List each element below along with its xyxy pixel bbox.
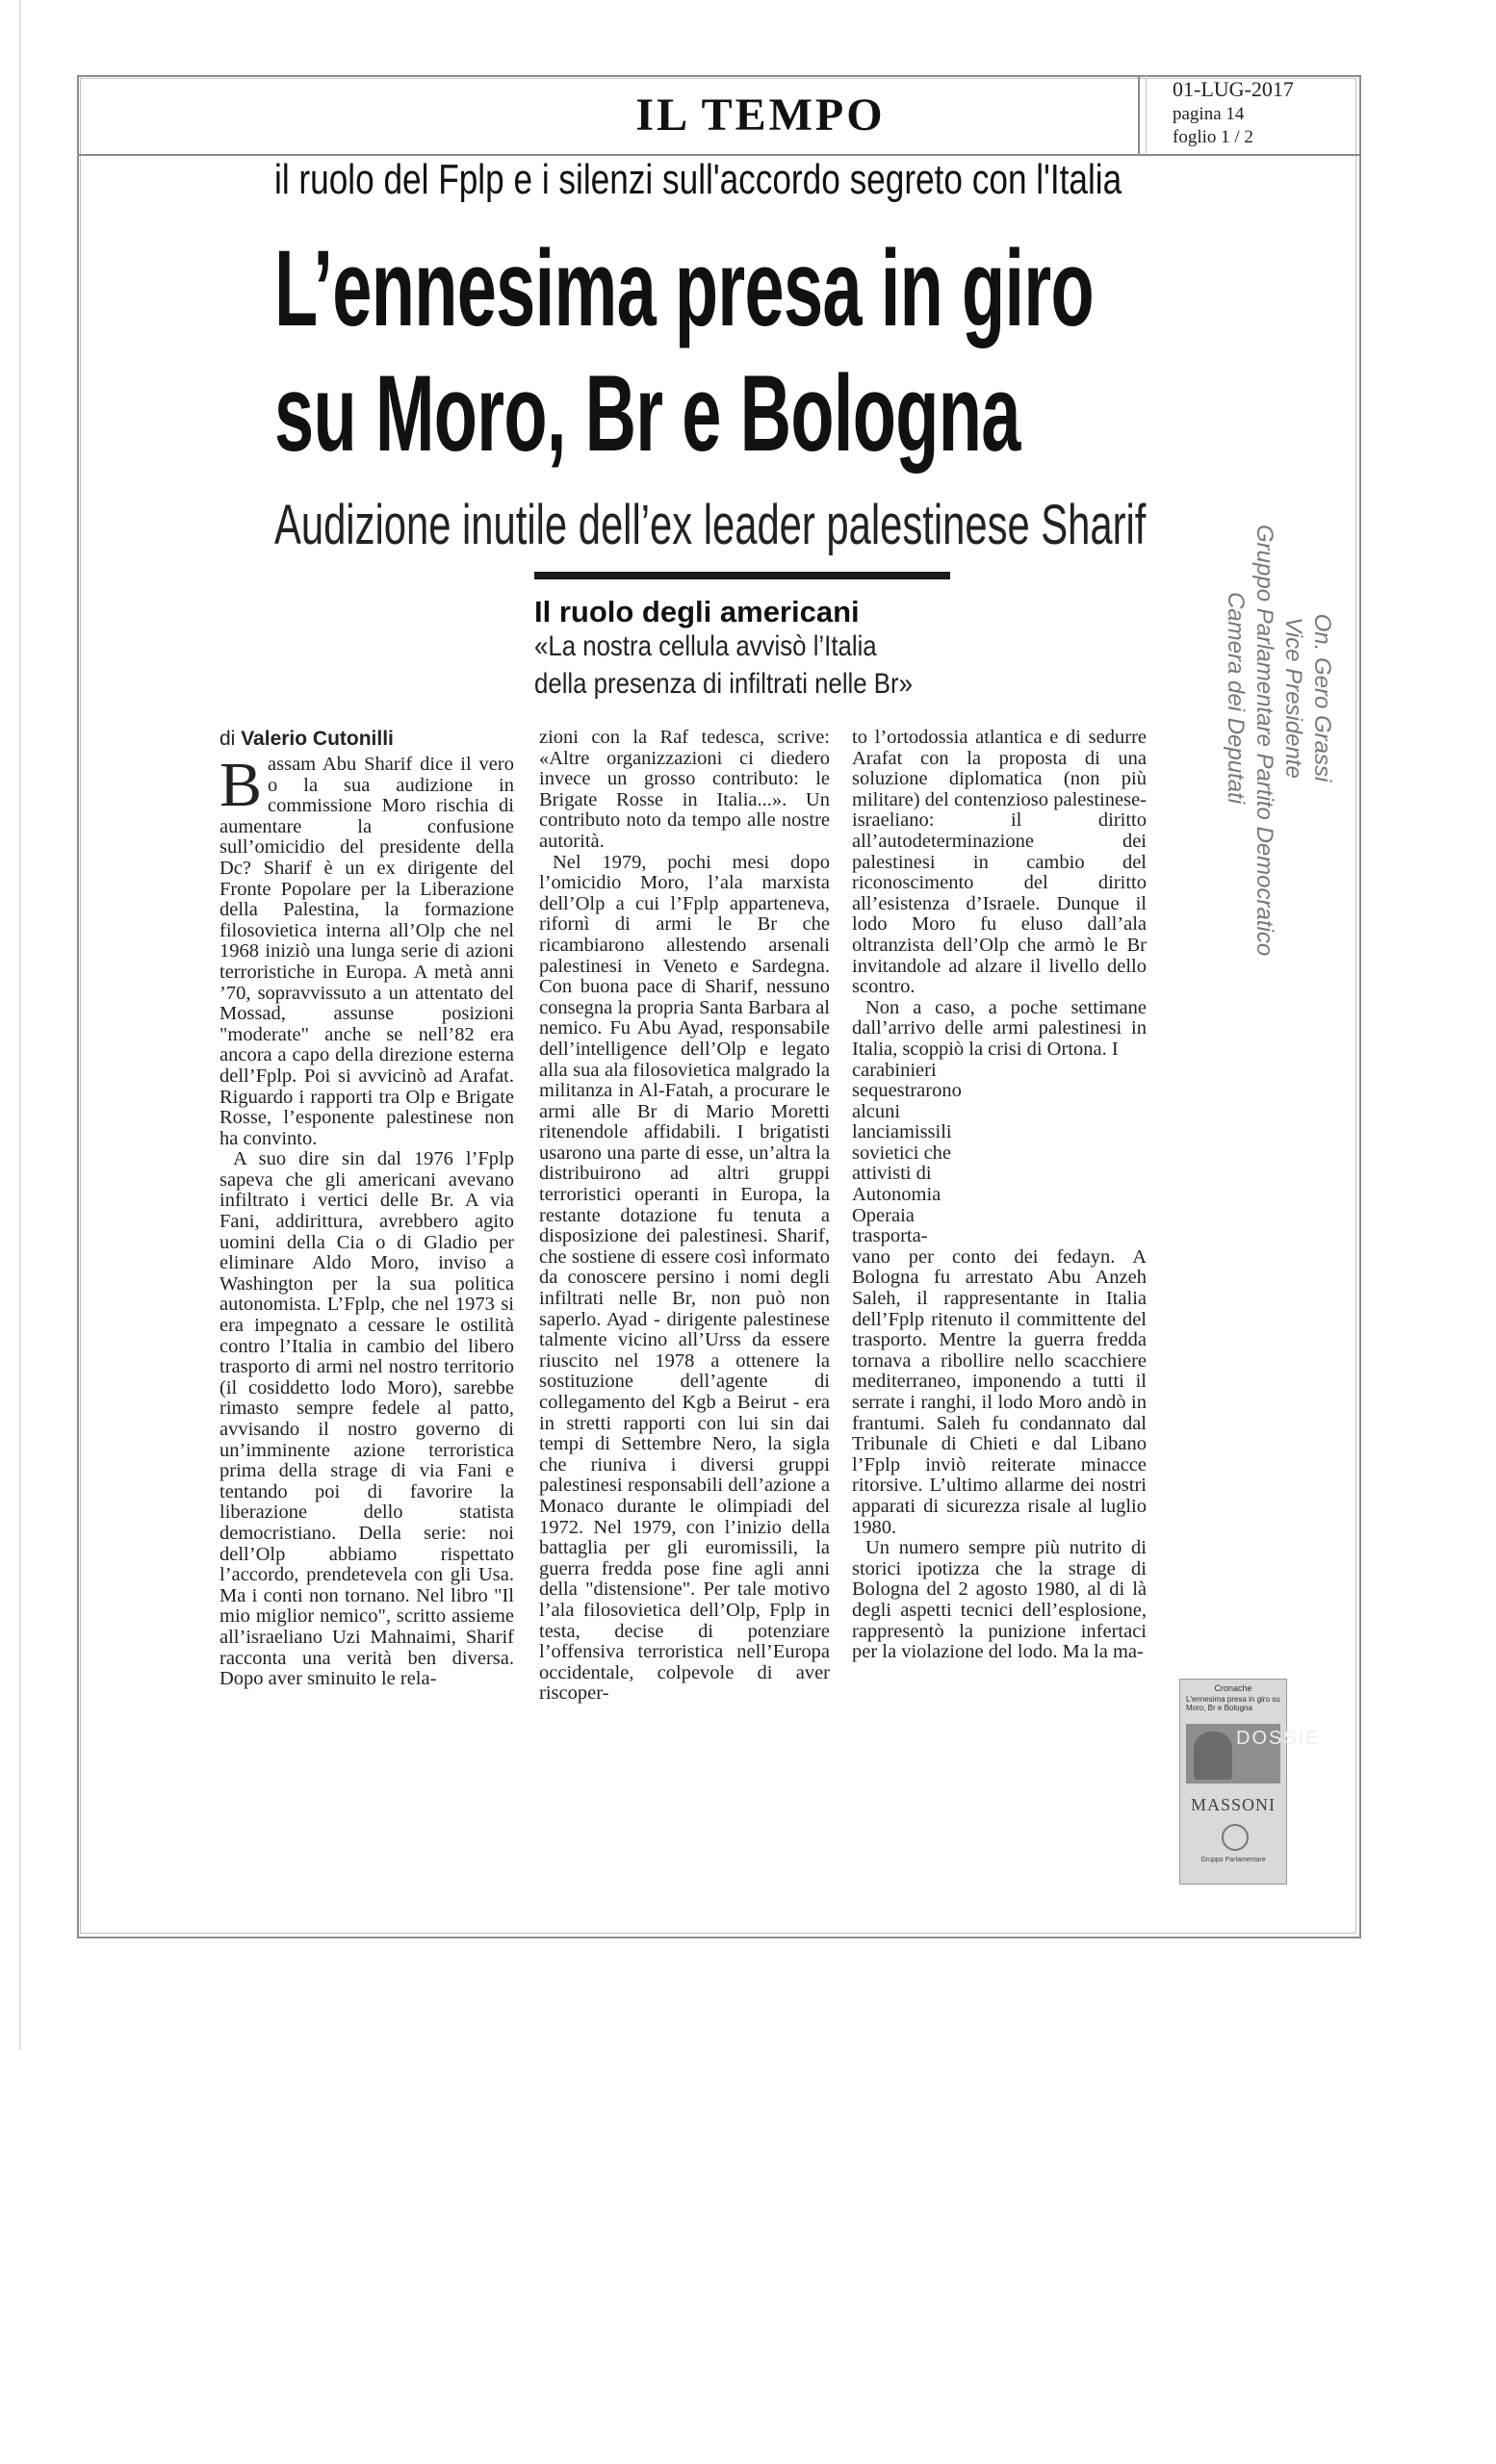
byline-author: Valerio Cutonilli <box>241 728 394 750</box>
box-title: Il ruolo degli americani <box>534 595 860 629</box>
paragraph: Nel 1979, pochi mesi dopo l’omicidio Moro, l’ala marxista dell’Olp a cui l’Fplp apparteneva, rifornì di armi le Br che ricambiarono allestendo arsenali palestinesi in Veneto e Sardegna. Con buona pace di Sharif, nessuno consegna la propria Santa Barbara al nemico. Fu Abu Ayad, responsabile dell’intelligence dell’Olp e legato alla sua ala filosovietica malgrado la militanza in Al-Fatah, a procurare le armi alle Br di Mario Moretti ritenendole affidabili. I brigatisti usarono una parte di esse, un’altra la distribuirono ad altri gruppi terroristici operanti in Europa, la restante dotazione fu tenuta a disposizione dei palestinesi. Sharif, che sostiene di essere così informato da conoscere persino i nomi degli infiltrati nelle Br, non può non saperlo. Ayad - dirigente palestinese talmente vicino all’Urss da essere riuscito nel 1978 a ottenere la sostituzione dell’agente di collegamento del Kgb a Beirut - era in stretti rapporti con lui sin dai tempi di Settembre Nero, la sigla che riuniva i diversi gruppi palestinesi responsabili dell’azione a Monaco durante le olimpiadi del 1972. Nel 1979, con l’inizio della battaglia per gli euromissili, la guerra fredda pose fine agli anni della "distensione". Per tale motivo l’ala filosovietica dell’Olp, Fplp in testa, decise di potenziare l’offensiva terroristica nell’Europa occidentale, colpevole di aver riscoper- <box>539 851 830 1705</box>
headline-line-1: L’ennesima presa in giro <box>274 228 1094 348</box>
cover-label: Cronache <box>1214 1683 1252 1693</box>
article-column-2 <box>539 728 830 1894</box>
paragraph-text: assam Abu Sharif dice il vero o la sua audizione in commissione Moro rischia di aumentare la confusione sull’omicidio del presidente della Dc? Sharif è un ex dirigente del Fronte Popolare per la Liberazione della Palestina, la formazione filosovietica interna all’Olp che nel 1968 iniziò una lunga serie di azioni terroristiche in Europa. A metà anni ’70, sopravvissuto a un attentato del Mossad, assunse posizioni "moderate" anche se nell’82 era ancora a capo della direzione esterna dell’Fplp. Poi si avvicinò ad Arafat. Riguardo i rapporti tra Olp e Brigate Rosse, l’esponente palestinese non ha convinto. <box>219 755 514 1149</box>
scan-edge <box>19 0 21 2050</box>
box-quote-line-2: della presenza di infiltrati nelle Br» <box>534 668 913 700</box>
article-kicker: il ruolo del Fplp e i silenzi sull'accordo segreto con l'Italia <box>274 156 1122 203</box>
paragraph: vano per conto dei fedayn. A Bologna fu arrestato Abu Anzeh Saleh, il rappresentante in Italia dell’Fplp ritenuto il committente del trasporto. Mentre la guerra fredda tornava a ribollire nello scacchiere mediterraneo, imponendo a tutti il serrate i ranghi, il lodo Moro andò in frantumi. Saleh fu condannato dal Tribunale di Chieti e dal Libano l’Fplp inviò reiterate minacce ritorsive. L’ultimo allarme dei nostri apparati di sicurezza risale al luglio 1980. <box>852 1245 1147 1538</box>
paragraph <box>219 755 514 1149</box>
box-quote-line-1: «La nostra cellula avvisò l’Italia <box>534 630 877 662</box>
clipping-page: pagina 14 <box>1173 104 1245 124</box>
article-column-3 <box>852 728 1147 1894</box>
stamp-line-4: Camera dei Deputati <box>1223 591 1249 805</box>
cover-footer: Gruppo Parlamentare <box>1200 1857 1266 1863</box>
cover-headline: L'ennesima presa in giro su Moro, Br e Bologna <box>1186 1695 1280 1712</box>
clipping-sheet: foglio 1 / 2 <box>1173 127 1253 147</box>
stamp-line-2: Vice Presidente <box>1280 617 1306 779</box>
stamp-line-3: Gruppo Parlamentare Partito Democratico <box>1251 525 1277 957</box>
cover-photo-figure <box>1194 1732 1232 1780</box>
article-subhead: Audizione inutile dell’ex leader palestinese Sharif <box>274 494 1147 556</box>
paragraph: Non a caso, a poche settimane dall’arrivo delle armi palestinesi in Italia, scoppiò la crisi di Ortona. I <box>852 996 1147 1060</box>
cover-title: DOSSIE <box>1236 1728 1321 1749</box>
cover-author: MASSONI <box>1190 1795 1277 1814</box>
stamp-line-1: On. Gero Grassi <box>1309 613 1335 783</box>
byline <box>219 728 394 751</box>
info-divider <box>1138 75 1140 154</box>
paragraph: to l’ortodossia atlantica e di sedurre Arafat con la proposta di una soluzione diplomatica (non più militare) del contenzioso palestinese-israeliano: il diritto all’autodeterminazione dei palestinesi in cambio del riconoscimento del diritto all’esistenza d’Israele. Dunque il lodo Moro fu eluso dall’ala oltranzista dell’Olp che armò le Br invitandole ad alzare il livello dello scontro. <box>852 728 1147 998</box>
drop-cap: B <box>219 755 263 820</box>
paragraph: Un numero sempre più nutrito di storici ipotizza che la strage di Bologna del 2 agosto 1980, al di là degli aspetti tecnici dell’esplosione, rappresentò la punizione infertaci per la violazione del lodo. Ma la ma- <box>852 1537 1147 1663</box>
headline-line-2: su Moro, Br e Bologna <box>274 353 1020 474</box>
paragraph: zioni con la Raf tedesca, scrive: «Altre organizzazioni ci diedero invece un grosso contributo: le Brigate Rosse in Italia...». Un contributo noto da tempo alle nostre autorità. <box>539 728 830 852</box>
clipping-date: 01-LUG-2017 <box>1173 77 1294 101</box>
paragraph: A suo dire sin dal 1976 l’Fplp sapeva che gli americani avevano infiltrato i vertici delle Br. A via Fani, addirittura, avrebbero agito uomini della Cia o di Gladio per eliminare Aldo Moro, inviso a Washington per la sua politica autonomista. L’Fplp, che nel 1973 si era impegnato a cessare le ostilità contro l’Italia in cambio del libero trasporto di armi nel nostro territorio (il cosiddetto lodo Moro), sarebbe rimasto sempre fedele al patto, avvisando il nostro governo di un’imminente azione terroristica prima della strage di via Fani e tentando poi di favorire la liberazione dello statista democristiano. Della serie: noi dell’Olp abbiamo rispettato l’accordo, prendetevela con gli Usa. Ma i conti non tornano. Nel libro "Il mio miglior nemico", scritto assieme all’israeliano Uzi Mahnaimi, Sharif racconta una verità ben diversa. Dopo aver sminuito le rela- <box>219 1148 514 1690</box>
book-cover-thumbnail <box>1179 1679 1321 1885</box>
box-rule <box>534 572 950 579</box>
article-column-1 <box>219 755 514 1896</box>
byline-prefix: di <box>219 728 236 750</box>
parliament-stamp <box>1221 525 1336 957</box>
cover-seal-icon <box>1222 1824 1249 1851</box>
newspaper-masthead: IL TEMPO <box>635 90 886 141</box>
info-divider-secondary <box>1146 75 1147 154</box>
paragraph-narrow-wrap: carabinieri sequestrarono alcuni lanciamissili sovietici che attivisti di Autonomia Operaia trasporta- <box>852 1059 962 1247</box>
